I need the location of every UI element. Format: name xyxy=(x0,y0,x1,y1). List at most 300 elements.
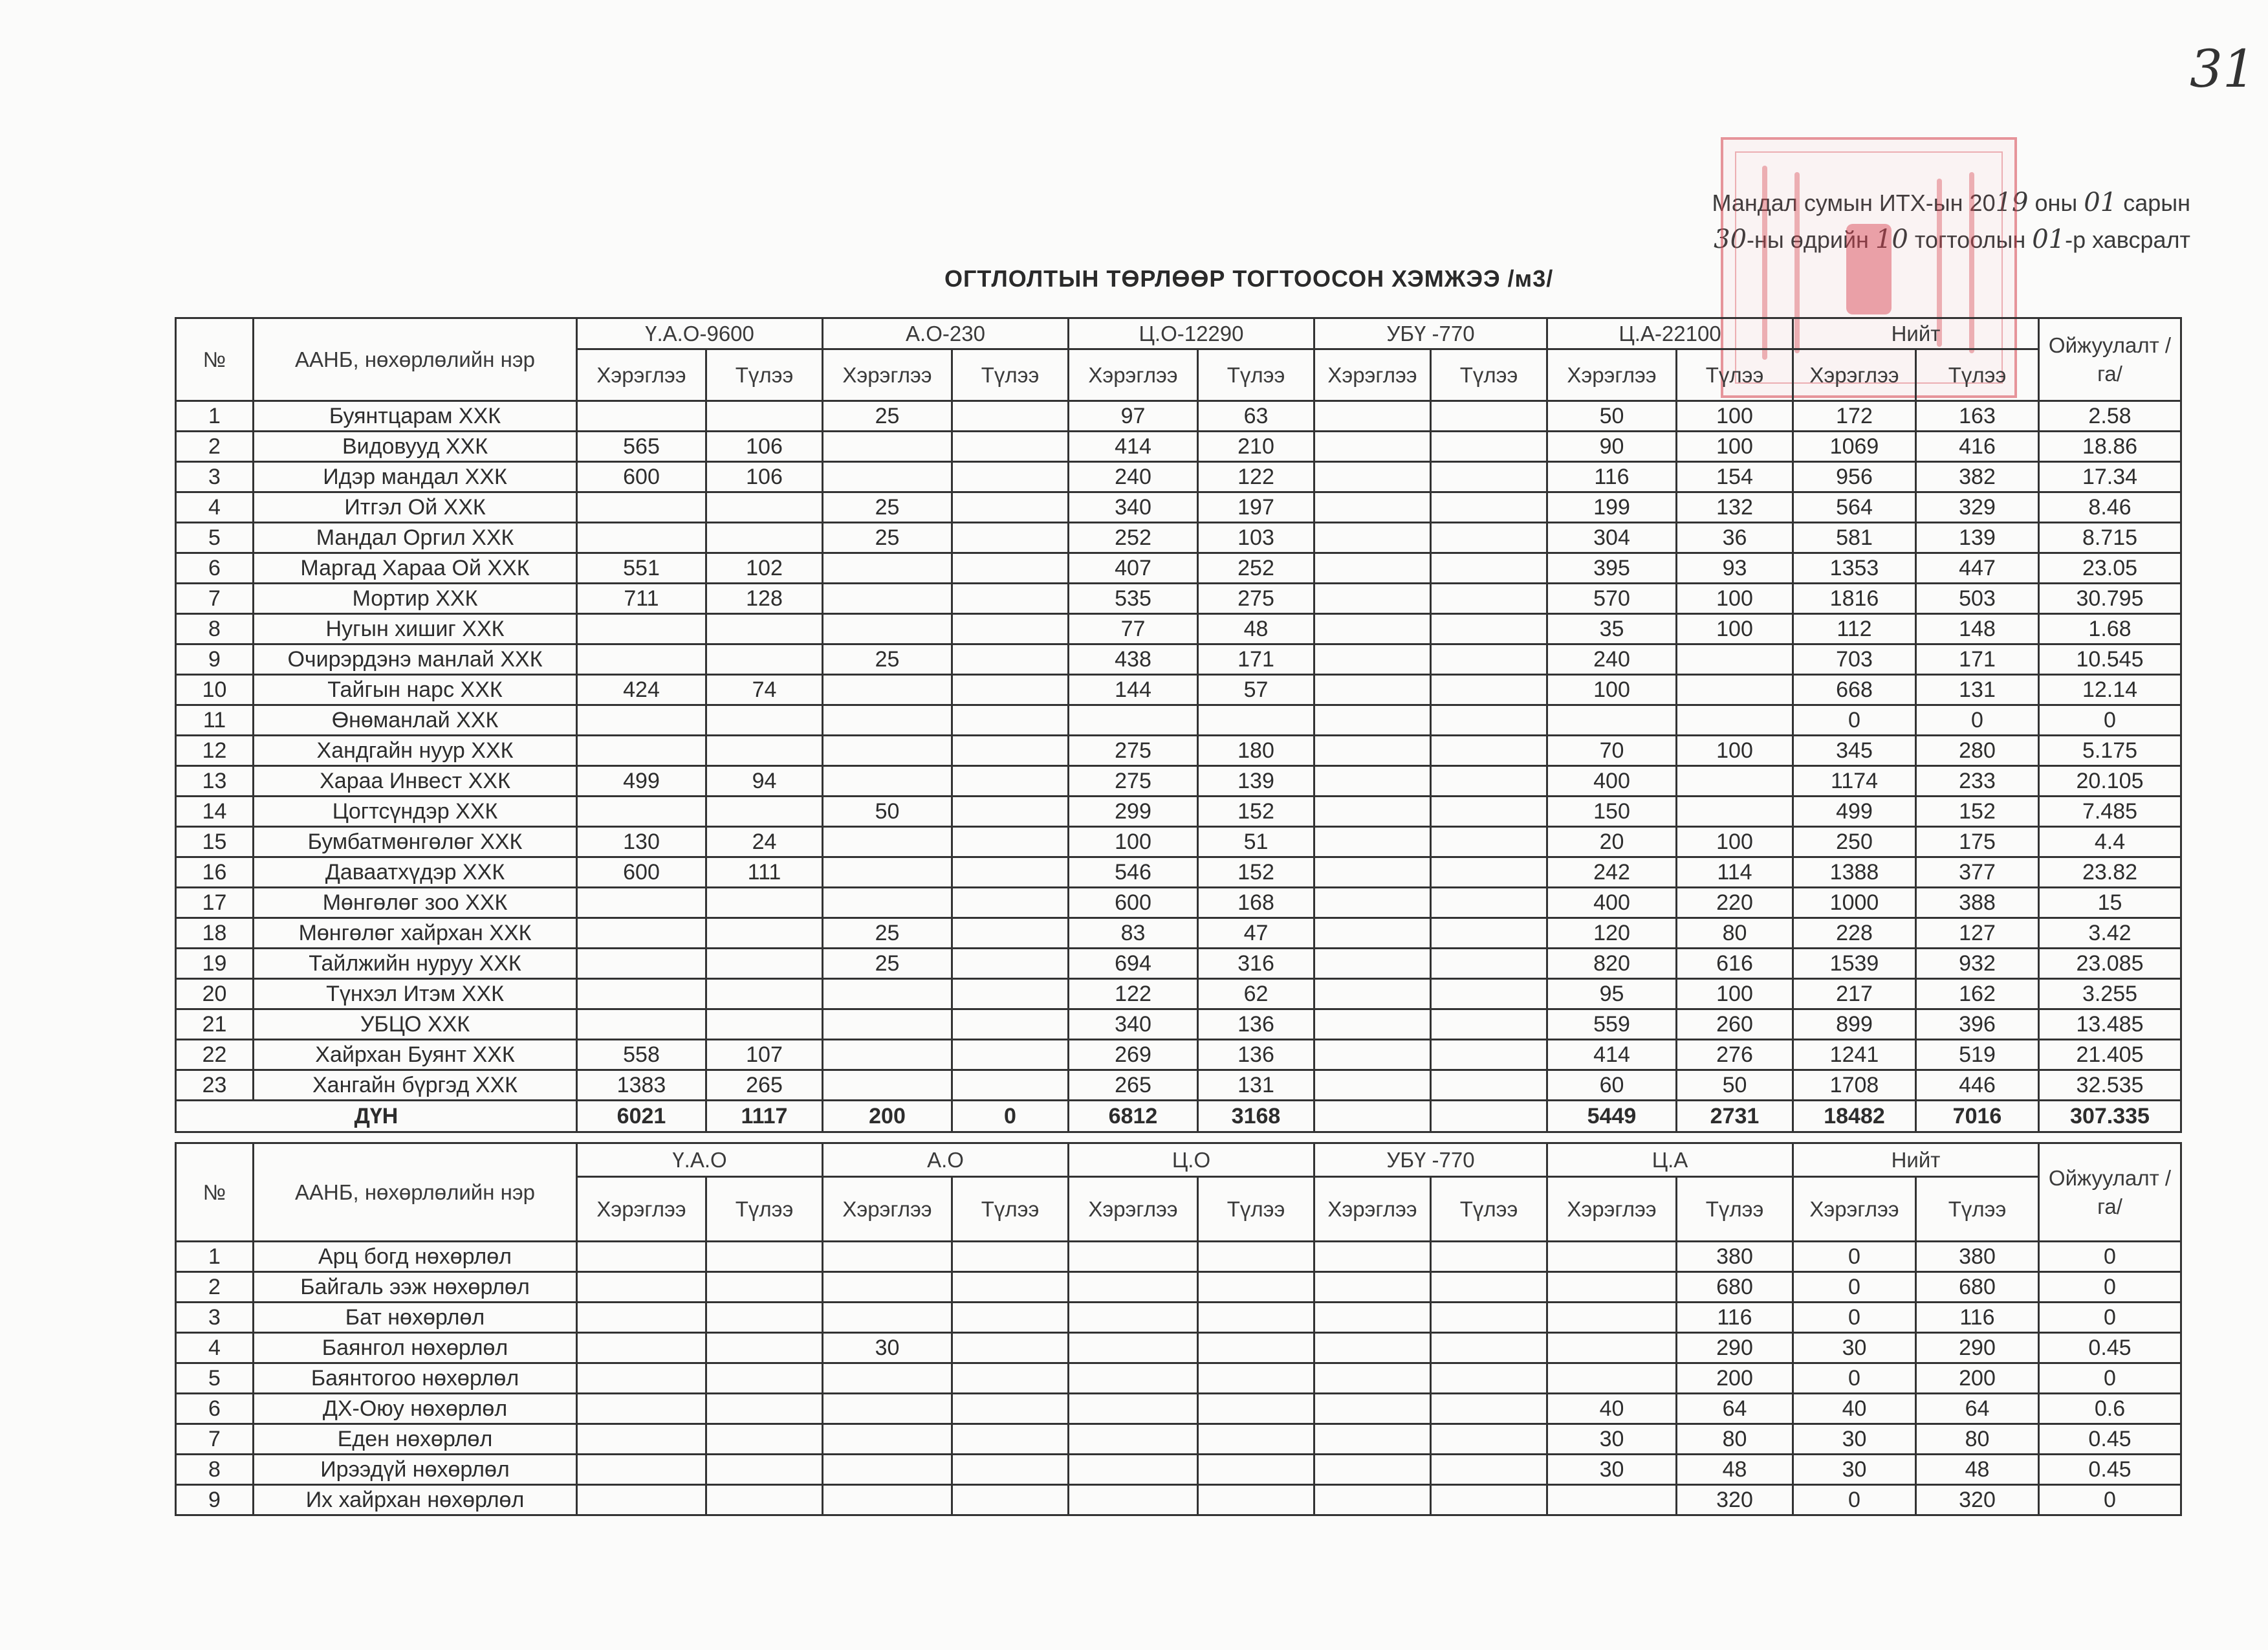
table-cell: 30 xyxy=(1793,1455,1916,1485)
table-cell: 130 xyxy=(577,827,706,857)
table-cell xyxy=(577,918,706,949)
row-number: 20 xyxy=(176,979,254,1009)
row-number: 15 xyxy=(176,827,254,857)
table-cell xyxy=(1677,675,1793,705)
table-cell: 8.715 xyxy=(2039,523,2181,553)
table-cell xyxy=(577,1272,706,1303)
col-header-no: № xyxy=(176,318,254,401)
col-header-used: Хэрэглээ xyxy=(1793,349,1916,401)
table-cell xyxy=(1314,888,1431,918)
table-cell: 63 xyxy=(1198,401,1314,432)
table-cell xyxy=(706,1303,823,1333)
row-number: 11 xyxy=(176,705,254,736)
table-cell xyxy=(952,736,1069,766)
col-header-fuel: Түлээ xyxy=(1677,349,1793,401)
table-cell: 290 xyxy=(1677,1333,1793,1363)
table-cell xyxy=(1431,1485,1547,1515)
table-cell: 499 xyxy=(577,766,706,797)
table-cell xyxy=(706,797,823,827)
total-cell: 7016 xyxy=(1916,1101,2039,1132)
table-cell xyxy=(577,979,706,1009)
table-cell xyxy=(952,1424,1069,1455)
table-cell xyxy=(823,766,952,797)
table-cell xyxy=(1431,523,1547,553)
col-header-fuel: Түлээ xyxy=(952,1177,1069,1242)
entity-name: Арц богд нөхөрлөл xyxy=(254,1242,577,1272)
table-cell xyxy=(1547,1272,1677,1303)
table-cell: 20 xyxy=(1547,827,1677,857)
table-cell xyxy=(823,1272,952,1303)
table-cell: 0 xyxy=(2039,1303,2181,1333)
col-header-fuel: Түлээ xyxy=(1916,349,2039,401)
table-cell xyxy=(706,614,823,644)
table-cell: 150 xyxy=(1547,797,1677,827)
table-cell: 269 xyxy=(1069,1040,1198,1070)
table-cell xyxy=(823,705,952,736)
table-cell: 40 xyxy=(1793,1394,1916,1424)
table-cell: 7.485 xyxy=(2039,797,2181,827)
table-row xyxy=(176,401,2181,432)
table-cell xyxy=(577,401,706,432)
table-cell: 74 xyxy=(706,675,823,705)
table-row xyxy=(176,432,2181,462)
table-row xyxy=(176,492,2181,523)
table-cell: 100 xyxy=(1677,827,1793,857)
table-cell xyxy=(1431,1040,1547,1070)
row-number: 14 xyxy=(176,797,254,827)
table-cell xyxy=(577,644,706,675)
table-cell xyxy=(952,492,1069,523)
table-cell: 703 xyxy=(1793,644,1916,675)
table-row xyxy=(176,523,2181,553)
table-cell: 62 xyxy=(1198,979,1314,1009)
table-cell: 0.45 xyxy=(2039,1455,2181,1485)
table-cell: 0 xyxy=(1793,1303,1916,1333)
table-cell xyxy=(1314,949,1431,979)
table-cell xyxy=(1314,401,1431,432)
entity-name: Баянтогоо нөхөрлөл xyxy=(254,1363,577,1394)
table-cell: 25 xyxy=(823,918,952,949)
table-header-row xyxy=(176,1143,2181,1177)
row-number: 21 xyxy=(176,1009,254,1040)
table-cell xyxy=(1431,827,1547,857)
col-header-fuel: Түлээ xyxy=(706,1177,823,1242)
entity-name: Тайлжийн нуруу ХХК xyxy=(254,949,577,979)
table-cell xyxy=(706,1455,823,1485)
table-cell xyxy=(952,766,1069,797)
table-cell: 97 xyxy=(1069,401,1198,432)
row-number: 7 xyxy=(176,584,254,614)
table-cell xyxy=(1431,736,1547,766)
col-group-header: Ц.А xyxy=(1547,1143,1793,1177)
table-cell xyxy=(952,888,1069,918)
table-cell: 380 xyxy=(1916,1242,2039,1272)
table-cell: 551 xyxy=(577,553,706,584)
col-header-fuel: Түлээ xyxy=(1916,1177,2039,1242)
table-cell: 1353 xyxy=(1793,553,1916,584)
table-row xyxy=(176,979,2181,1009)
table-cell xyxy=(706,644,823,675)
table-cell: 100 xyxy=(1677,614,1793,644)
table-cell xyxy=(1431,644,1547,675)
table-cell: 93 xyxy=(1677,553,1793,584)
table-cell: 559 xyxy=(1547,1009,1677,1040)
table-cell: 70 xyxy=(1547,736,1677,766)
table-cell xyxy=(577,1424,706,1455)
row-number: 6 xyxy=(176,553,254,584)
col-header-area: Ойжуулалт /га/ xyxy=(2039,1143,2181,1242)
table-cell: 32.535 xyxy=(2039,1070,2181,1101)
table-cell xyxy=(952,614,1069,644)
table-cell xyxy=(706,523,823,553)
table-cell: 252 xyxy=(1198,553,1314,584)
table-cell: 24 xyxy=(706,827,823,857)
table-cell xyxy=(823,1040,952,1070)
total-cell: 3168 xyxy=(1198,1101,1314,1132)
table-row xyxy=(176,584,2181,614)
table-cell: 329 xyxy=(1916,492,2039,523)
table-cell: 0 xyxy=(1793,705,1916,736)
table-cell: 0 xyxy=(1793,1242,1916,1272)
entity-name: Даваатхүдэр ХХК xyxy=(254,857,577,888)
table-cell xyxy=(952,857,1069,888)
table-cell xyxy=(952,1040,1069,1070)
table-cell xyxy=(952,1363,1069,1394)
table-row xyxy=(176,1040,2181,1070)
row-number: 3 xyxy=(176,462,254,492)
entity-name: Цогтсүндэр ХХК xyxy=(254,797,577,827)
col-group-header: А.О-230 xyxy=(823,318,1069,349)
table-cell: 400 xyxy=(1547,766,1677,797)
table-row xyxy=(176,614,2181,644)
table-cell xyxy=(1198,1272,1314,1303)
table-cell: 112 xyxy=(1793,614,1916,644)
table-cell: 680 xyxy=(1916,1272,2039,1303)
table-cell xyxy=(1547,1333,1677,1363)
table-cell: 1388 xyxy=(1793,857,1916,888)
table-cell: 240 xyxy=(1547,644,1677,675)
table-cell: 21.405 xyxy=(2039,1040,2181,1070)
table-cell: 2.58 xyxy=(2039,401,2181,432)
entity-name: Баянгол нөхөрлөл xyxy=(254,1333,577,1363)
table-cell xyxy=(1314,1009,1431,1040)
table-cell: 116 xyxy=(1547,462,1677,492)
table-cell xyxy=(706,1424,823,1455)
table-cell: 30 xyxy=(823,1333,952,1363)
table-cell xyxy=(1314,857,1431,888)
table-cell: 217 xyxy=(1793,979,1916,1009)
entity-name: Хангайн бүргэд ХХК xyxy=(254,1070,577,1101)
table-cell: 265 xyxy=(1069,1070,1198,1101)
entity-name: Их хайрхан нөхөрлөл xyxy=(254,1485,577,1515)
table-cell: 252 xyxy=(1069,523,1198,553)
table-cell: 0 xyxy=(1793,1485,1916,1515)
table-row xyxy=(176,736,2181,766)
table-cell: 30 xyxy=(1793,1424,1916,1455)
row-number: 17 xyxy=(176,888,254,918)
table-cell: 377 xyxy=(1916,857,2039,888)
total-cell xyxy=(1314,1101,1431,1132)
table-cell xyxy=(706,1363,823,1394)
row-number: 1 xyxy=(176,1242,254,1272)
table-cell xyxy=(1431,614,1547,644)
table-cell xyxy=(1314,1040,1431,1070)
row-number: 8 xyxy=(176,1455,254,1485)
table-cell xyxy=(823,979,952,1009)
table-cell xyxy=(577,705,706,736)
entity-name: Мортир ХХК xyxy=(254,584,577,614)
row-number: 9 xyxy=(176,644,254,675)
table-cell xyxy=(1314,766,1431,797)
table-cell xyxy=(1547,1242,1677,1272)
col-header-used: Хэрэглээ xyxy=(1547,1177,1677,1242)
table-cell xyxy=(577,523,706,553)
table-cell: 100 xyxy=(1677,584,1793,614)
total-cell: 5449 xyxy=(1547,1101,1677,1132)
table-cell xyxy=(823,888,952,918)
table-cell xyxy=(952,1242,1069,1272)
table-cell: 25 xyxy=(823,523,952,553)
table-cell xyxy=(1069,1242,1198,1272)
table-cell: 90 xyxy=(1547,432,1677,462)
table-row xyxy=(176,462,2181,492)
entity-name: Буянтцарам ХХК xyxy=(254,401,577,432)
table-cell: 1816 xyxy=(1793,584,1916,614)
table-cell xyxy=(1314,827,1431,857)
table-cell: 100 xyxy=(1677,979,1793,1009)
table-cell xyxy=(1314,705,1431,736)
table-cell: 5.175 xyxy=(2039,736,2181,766)
table-cell: 424 xyxy=(577,675,706,705)
table-cell xyxy=(706,888,823,918)
row-number: 9 xyxy=(176,1485,254,1515)
table-cell xyxy=(1198,1424,1314,1455)
table-cell: 280 xyxy=(1916,736,2039,766)
table-cell xyxy=(952,1070,1069,1101)
table-cell xyxy=(1431,1272,1547,1303)
table-cell xyxy=(1198,1485,1314,1515)
row-number: 4 xyxy=(176,492,254,523)
table-cell: 106 xyxy=(706,432,823,462)
handwritten-month: 01 xyxy=(2084,188,2117,217)
table-cell xyxy=(1431,553,1547,584)
entity-name: УБЦО ХХК xyxy=(254,1009,577,1040)
table-cell xyxy=(706,705,823,736)
table-cell xyxy=(1314,614,1431,644)
table-cell: 171 xyxy=(1198,644,1314,675)
table-cell: 83 xyxy=(1069,918,1198,949)
col-header-fuel: Түлээ xyxy=(1431,1177,1547,1242)
table-cell: 1069 xyxy=(1793,432,1916,462)
table-cell xyxy=(706,918,823,949)
table-cell xyxy=(577,1485,706,1515)
table-cell: 535 xyxy=(1069,584,1198,614)
table-cell: 20.105 xyxy=(2039,766,2181,797)
table-cell xyxy=(952,1009,1069,1040)
table-cell: 100 xyxy=(1677,736,1793,766)
table-cell: 139 xyxy=(1916,523,2039,553)
row-number: 16 xyxy=(176,857,254,888)
table-cell: 275 xyxy=(1069,766,1198,797)
table-cell: 77 xyxy=(1069,614,1198,644)
table-cell xyxy=(1069,1424,1198,1455)
table-cell xyxy=(1431,888,1547,918)
table-cell: 25 xyxy=(823,492,952,523)
col-group-header: Ц.А-22100 xyxy=(1547,318,1793,349)
entity-name: Видовууд ХХК xyxy=(254,432,577,462)
table-cell xyxy=(1314,462,1431,492)
entity-name: Мөнгөлөг зоо ХХК xyxy=(254,888,577,918)
table-cell: 616 xyxy=(1677,949,1793,979)
table-cell xyxy=(1314,492,1431,523)
table-cell: 47 xyxy=(1198,918,1314,949)
table-cell: 320 xyxy=(1677,1485,1793,1515)
table-cell: 13.485 xyxy=(2039,1009,2181,1040)
table-cell: 163 xyxy=(1916,401,2039,432)
table-cell xyxy=(823,1242,952,1272)
table-cell xyxy=(577,888,706,918)
table-cell: 172 xyxy=(1793,401,1916,432)
table-cell xyxy=(577,1394,706,1424)
table-cell xyxy=(1314,1070,1431,1101)
table-cell: 0 xyxy=(2039,1485,2181,1515)
table-cell: 23.085 xyxy=(2039,949,2181,979)
page-number: 31 xyxy=(2190,39,2256,99)
table-cell: 136 xyxy=(1198,1040,1314,1070)
table-cell xyxy=(577,492,706,523)
table-cell: 1174 xyxy=(1793,766,1916,797)
table-cell: 499 xyxy=(1793,797,1916,827)
table-cell xyxy=(823,1009,952,1040)
table-cell xyxy=(577,1303,706,1333)
table-cell xyxy=(823,432,952,462)
table-cell: 260 xyxy=(1677,1009,1793,1040)
table-cell xyxy=(1431,1303,1547,1333)
table-cell: 600 xyxy=(577,462,706,492)
table-cell: 320 xyxy=(1916,1485,2039,1515)
row-number: 2 xyxy=(176,1272,254,1303)
table-cell: 116 xyxy=(1677,1303,1793,1333)
entity-name: ДХ-Оюу нөхөрлөл xyxy=(254,1394,577,1424)
table-cell: 400 xyxy=(1547,888,1677,918)
table-cell: 200 xyxy=(1916,1363,2039,1394)
table-cell: 107 xyxy=(706,1040,823,1070)
handwritten-year: 19 xyxy=(1995,188,2029,217)
table-cell: 102 xyxy=(706,553,823,584)
table-cell: 304 xyxy=(1547,523,1677,553)
table-cell: 316 xyxy=(1198,949,1314,979)
table-cell xyxy=(1431,797,1547,827)
col-header-fuel: Түлээ xyxy=(1198,349,1314,401)
col-header-fuel: Түлээ xyxy=(706,349,823,401)
table-cell: 899 xyxy=(1793,1009,1916,1040)
table-row xyxy=(176,1303,2181,1333)
table-cell: 131 xyxy=(1198,1070,1314,1101)
table-cell: 132 xyxy=(1677,492,1793,523)
table-cell xyxy=(1431,675,1547,705)
table-cell xyxy=(823,584,952,614)
table-cell: 416 xyxy=(1916,432,2039,462)
handwritten-day: 30 xyxy=(1714,225,1747,254)
table-cell xyxy=(1314,736,1431,766)
table-row xyxy=(176,827,2181,857)
table-row xyxy=(176,1485,2181,1515)
table-cell xyxy=(1677,797,1793,827)
table-cell: 680 xyxy=(1677,1272,1793,1303)
col-group-header: Ц.О xyxy=(1069,1143,1314,1177)
table-cell: 932 xyxy=(1916,949,2039,979)
table-cell xyxy=(1314,979,1431,1009)
table-cell: 1708 xyxy=(1793,1070,1916,1101)
handwritten-resolution: 10 xyxy=(1875,225,1908,254)
table-cell: 120 xyxy=(1547,918,1677,949)
table-row xyxy=(176,553,2181,584)
table-cell xyxy=(1314,523,1431,553)
table-cell: 956 xyxy=(1793,462,1916,492)
col-header-used: Хэрэглээ xyxy=(1069,349,1198,401)
table-cell: 340 xyxy=(1069,1009,1198,1040)
table-cell xyxy=(1198,1242,1314,1272)
table-cell xyxy=(823,553,952,584)
col-header-fuel: Түлээ xyxy=(1198,1177,1314,1242)
table-cell: 57 xyxy=(1198,675,1314,705)
table-cell: 711 xyxy=(577,584,706,614)
table-cell xyxy=(1431,766,1547,797)
col-group-header: Нийт xyxy=(1793,318,2039,349)
col-header-used: Хэрэглээ xyxy=(1069,1177,1198,1242)
table-row xyxy=(176,949,2181,979)
col-header-used: Хэрэглээ xyxy=(1547,349,1677,401)
table-cell xyxy=(1431,584,1547,614)
entity-name: Өнөманлай ХХК xyxy=(254,705,577,736)
table-cell xyxy=(952,462,1069,492)
table-cell: 199 xyxy=(1547,492,1677,523)
table-cell xyxy=(823,1485,952,1515)
table-cell: 30 xyxy=(1793,1333,1916,1363)
entity-name: Нугын хишиг ХХК xyxy=(254,614,577,644)
table-row xyxy=(176,1424,2181,1455)
table-cell xyxy=(952,1303,1069,1333)
table-cell: 106 xyxy=(706,462,823,492)
table-cell xyxy=(577,1009,706,1040)
col-header-fuel: Түлээ xyxy=(952,349,1069,401)
table-cell: 80 xyxy=(1677,918,1793,949)
table-row xyxy=(176,1070,2181,1101)
col-header-fuel: Түлээ xyxy=(1677,1177,1793,1242)
table-cell xyxy=(1314,1394,1431,1424)
table-row xyxy=(176,766,2181,797)
table-cell: 139 xyxy=(1198,766,1314,797)
table-cell: 519 xyxy=(1916,1040,2039,1070)
col-header-used: Хэрэглээ xyxy=(1314,349,1431,401)
table-cell: 10.545 xyxy=(2039,644,2181,675)
table-row xyxy=(176,888,2181,918)
table-cell: 122 xyxy=(1198,462,1314,492)
table-cell xyxy=(1314,1333,1431,1363)
table-cell: 558 xyxy=(577,1040,706,1070)
document-title: ОГТЛОЛТЫН ТӨРЛӨӨР ТОГТООСОН ХЭМЖЭЭ /м3/ xyxy=(944,265,1554,292)
row-number: 1 xyxy=(176,401,254,432)
table-cell xyxy=(706,1272,823,1303)
table-cell: 95 xyxy=(1547,979,1677,1009)
entity-name: Хараа Инвест ХХК xyxy=(254,766,577,797)
table-cell xyxy=(1198,1303,1314,1333)
table-cell: 40 xyxy=(1547,1394,1677,1424)
cooperative-allocation-table xyxy=(175,1142,2182,1516)
entity-name: Ирээдүй нөхөрлөл xyxy=(254,1455,577,1485)
handwritten-annex-no: 01 xyxy=(2032,225,2066,254)
table-cell: 446 xyxy=(1916,1070,2039,1101)
